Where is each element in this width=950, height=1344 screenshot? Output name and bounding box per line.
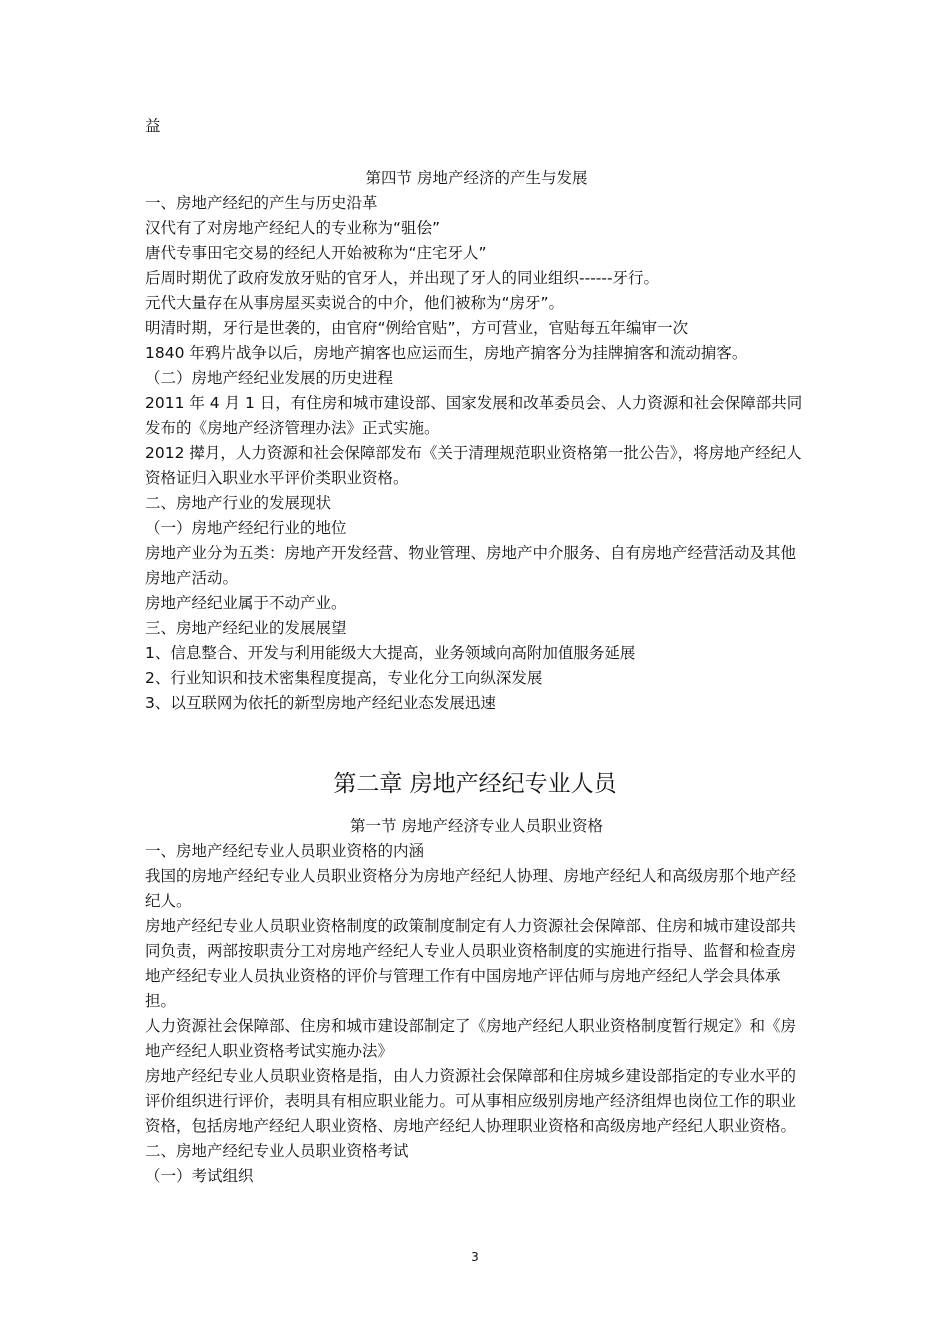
paragraph: 1、信息整合、开发与利用能级大大提高，业务领域向高附加值服务延展 <box>145 644 636 662</box>
paragraph: 房地产经纪专业人员职业资格是指，由人力资源社会保障部和住房城乡建设部指定的专业水平的评价组织进行评价，表明具有相应职业能力。可从事相应级别房地产经济组焊也岗位工作的职业资格，包括房地产经纪人职业资格、房地产经纪人协理职业资格和高级房地产经纪人职业资格。 <box>145 1067 797 1135</box>
paragraph: （一）房地产经纪行业的地位 <box>145 519 347 537</box>
paragraph: 一、房地产经纪专业人员职业资格的内涵 <box>145 842 425 860</box>
paragraph: 汉代有了对房地产经纪人的专业称为“驵侩” <box>145 219 441 237</box>
chapter-title: 第二章 房地产经纪专业人员 <box>333 771 617 797</box>
paragraph: 房地产经纪业属于不动产业。 <box>145 594 347 612</box>
section4-block <box>145 166 808 716</box>
paragraph: 后周时期优了政府发放牙贴的官牙人，并出现了牙人的同业组织------牙行。 <box>145 269 660 287</box>
paragraph: 唐代专事田宅交易的经纪人开始被称为“庄宅牙人” <box>145 244 487 262</box>
paragraph: 二、房地产经纪专业人员职业资格考试 <box>145 1142 409 1160</box>
chapter2-block <box>145 814 808 1189</box>
paragraph: 二、房地产行业的发展现状 <box>145 494 332 512</box>
paragraph: 2、行业知识和技术密集程度提高，专业化分工向纵深发展 <box>145 669 543 687</box>
paragraph: 房地产业分为五类：房地产开发经营、物业管理、房地产中介服务、自有房地产经营活动及其他房地产活动。 <box>145 544 797 587</box>
continued-text-fragment: 益 <box>145 117 161 135</box>
section1-title: 第一节 房地产经济专业人员职业资格 <box>350 817 603 835</box>
paragraph: 我国的房地产经纪专业人员职业资格分为房地产经纪人协理、房地产经纪人和高级房那个地产经纪人。 <box>145 867 797 910</box>
paragraph: （二）房地产经纪业发展的历史进程 <box>145 369 394 387</box>
paragraph: 房地产经纪专业人员职业资格制度的政策制度制定有人力资源社会保障部、住房和城市建设部共同负责，两部按职责分工对房地产经纪人专业人员职业资格制度的实施进行指导、监督和检查房地产经纪专业人员执业资格的评价与管理工作有中国房地产评估师与房地产经纪人学会具体承担。 <box>145 917 797 1010</box>
paragraph: 三、房地产经纪业的发展展望 <box>145 619 347 637</box>
paragraph: 2012 撵月，人力资源和社会保障部发布《关于清理规范职业资格第一批公告》，将房地产经纪人资格证归入职业水平评价类职业资格。 <box>145 444 802 487</box>
paragraph: 人力资源社会保障部、住房和城市建设部制定了《房地产经纪人职业资格制度暂行规定》和《房地产经纪人职业资格考试实施办法》 <box>145 1017 797 1060</box>
paragraph: 3、以互联网为依托的新型房地产经纪业态发展迅速 <box>145 694 496 712</box>
paragraph: （一）考试组织 <box>145 1167 254 1185</box>
page-number: 3 <box>471 1250 479 1264</box>
section4-title: 第四节 房地产经济的产生与发展 <box>365 169 588 187</box>
paragraph: 2011 年 4 月 1 日，有住房和城市建设部、国家发展和改革委员会、人力资源和社会保障部共同发布的《房地产经济管理办法》正式实施。 <box>145 394 803 437</box>
paragraph: 明清时期，牙行是世袭的，由官府“例给官贴”，方可营业，官贴每五年编审一次 <box>145 319 689 337</box>
paragraph: 1840 年鸦片战争以后，房地产掮客也应运而生，房地产掮客分为挂牌掮客和流动掮客。 <box>145 344 748 362</box>
paragraph: 元代大量存在从事房屋买卖说合的中介，他们被称为“房牙”。 <box>145 294 565 312</box>
paragraph: 一、房地产经纪的产生与历史沿革 <box>145 194 378 212</box>
